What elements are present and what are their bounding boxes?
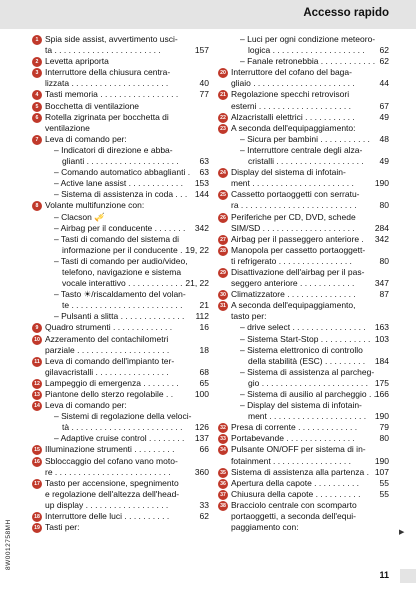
index-entry [219,322,389,333]
index-entry [219,489,389,500]
item-number-badge: 8 [32,201,42,211]
index-entry [219,378,389,389]
index-entry [33,456,209,467]
index-entry [33,112,209,123]
index-column-right [219,34,389,533]
index-entry [219,400,389,411]
entry-text: Alzacristalli elettrici . . . . . . . . . . . [231,111,355,122]
item-number-badge: 21 [218,90,228,100]
page-reference: 80 [379,255,389,266]
index-entry [33,278,209,289]
entry-text: Bracciolo centrale con scomparto [231,499,357,510]
page-reference: 18 [199,344,209,355]
entry-text: Bocchetta di ventilazione [45,100,140,111]
entry-text: logica . . . . . . . . . . . . . . . . . . . . [248,45,365,56]
index-entry [219,212,389,223]
item-number-badge: 25 [218,190,228,200]
entry-text: telefono, navigazione e sistema [62,266,182,277]
index-entry [33,411,209,422]
page-reference: 107 [374,466,389,477]
entry-text: Quadro strumenti . . . . . . . . . . . . . [45,322,173,333]
item-number-badge: 32 [218,423,228,433]
index-entry [33,389,209,400]
item-number-badge: 11 [32,357,42,367]
document-code: 8W0012758MH [5,519,12,570]
entry-text: cristalli . . . . . . . . . . . . . . . . . . . [248,156,364,167]
index-entry [33,167,209,178]
page-reference: 190 [374,178,389,189]
item-number-badge: 36 [218,479,228,489]
page-reference: 62 [379,45,389,56]
entry-text: Tasto per accensione, spegnimento [45,477,179,488]
page-reference: 48 [379,133,389,144]
entry-text: Spia side assist, avvertimento usci- [45,34,178,44]
page-reference: 103 [374,333,389,344]
item-number-badge: 20 [218,68,228,78]
footer-tab [400,569,416,583]
entry-text: Interruttore delle luci . . . . . . . . . . [45,511,170,522]
index-entry [219,356,389,367]
index-entry [33,511,209,522]
entry-text: portaoggetti, a seconda dell'equi- [231,511,356,522]
index-entry [33,322,209,333]
item-number-badge: 24 [218,168,228,178]
page-reference: 21, 22 [185,278,209,289]
entry-text: Piantone dello sterzo regolabile . . [45,389,174,399]
item-number-badge: 14 [32,401,42,411]
index-entry [219,411,389,422]
entry-text: – Airbag per il conducente . . . . . . . [54,222,186,233]
entry-text: Chiusura della capote . . . . . . . . . . [231,488,361,499]
entry-text: Climatizzatore . . . . . . . . . . . . . . . [231,289,356,300]
entry-text: Tasti per: [45,522,80,533]
entry-text: Periferiche per CD, DVD, schede [231,211,356,222]
index-entry [33,212,209,223]
page-reference: 55 [379,488,389,499]
index-entry [219,433,389,444]
page-reference: 77 [199,89,209,100]
entry-text: Portabevande . . . . . . . . . . . . . . . [231,433,355,444]
index-entry [33,522,209,533]
index-entry [33,101,209,112]
entry-text: Interruttore della chiusura centra- [45,67,171,78]
index-entry [219,167,389,178]
entry-text: – Tasto ☀/riscaldamento del volan- [54,289,186,300]
index-entry [33,467,209,478]
item-number-badge: 30 [218,290,228,300]
item-number-badge: 29 [218,268,228,278]
item-number-badge: 16 [32,457,42,467]
index-entry [33,223,209,234]
page-reference: 284 [374,222,389,233]
index-entry [33,134,209,145]
index-entry [219,156,389,167]
entry-text: – Active lane assist . . . . . . . . . . . . [54,178,183,189]
page-reference: 79 [379,422,389,433]
page-reference: 126 [194,422,209,433]
index-entry [219,78,389,89]
index-entry [219,444,389,455]
index-entry [219,189,389,200]
page-reference: 55 [379,477,389,488]
entry-text: te . . . . . . . . . . . . . . . . . . . . . . . . [62,300,183,311]
page-reference: 63 [199,167,209,178]
item-number-badge: 37 [218,490,228,500]
entry-text: Illuminazione strumenti . . . . . . . . . [45,444,175,455]
entry-text: Pulsante ON/OFF per sistema di in- [231,444,366,455]
entry-text: Leva di comando dell'impianto ter- [45,355,175,366]
entry-text: – Display del sistema di infotain- [240,400,362,411]
entry-text: re . . . . . . . . . . . . . . . . . . . . . . . . . [45,466,171,477]
item-number-badge: 7 [32,135,42,145]
entry-text: Sbloccaggio del cofano vano moto- [45,455,178,466]
page-reference: 342 [374,233,389,244]
index-entry [33,378,209,389]
entry-text: – Sistema elettronico di controllo [240,344,363,355]
entry-text: ment . . . . . . . . . . . . . . . . . . . . . [248,411,367,422]
entry-text: gio . . . . . . . . . . . . . . . . . . . . . . . [248,377,368,388]
entry-text: e regolazione dell'altezza dell'head- [45,488,180,499]
entry-text: Manopola per cassetto portaoggett- [231,244,366,255]
page-reference: 80 [379,433,389,444]
page-number: 11 [379,570,389,580]
page-reference: 112 [195,311,209,322]
index-entry [219,522,389,533]
item-number-badge: 28 [218,246,228,256]
item-number-badge: 38 [218,501,228,511]
item-number-badge: 22 [218,113,228,123]
entry-text: ment . . . . . . . . . . . . . . . . . . . . . . [231,178,354,189]
entry-text: – Clacson 🎺 [54,211,105,222]
entry-text: – Fanale retronebbia . . . . . . . . . . . . [240,56,376,67]
entry-text: – Adaptive cruise control . . . . . . . . [54,433,185,444]
index-entry [33,78,209,89]
entry-text: – Luci per ogni condizione meteoro- [240,34,376,44]
page-reference: 19, 22 [185,244,209,255]
entry-text: – Sistemi di regolazione della veloci- [54,411,192,422]
index-entry [33,200,209,211]
entry-text: ta . . . . . . . . . . . . . . . . . . . . . . . [45,45,161,56]
item-number-badge: 26 [218,213,228,223]
continue-arrow-icon: ▶ [399,529,405,536]
entry-text: ra . . . . . . . . . . . . . . . . . . . . . . . . . [231,200,357,211]
index-entry [33,489,209,500]
entry-text: Regolazione specchi retrovisori [231,89,350,100]
page-reference: 40 [199,78,209,89]
entry-text: up display . . . . . . . . . . . . . . . . . . [45,499,169,510]
index-entry [219,145,389,156]
page-reference: 87 [379,289,389,300]
index-entry [219,267,389,278]
index-entry [219,422,389,433]
index-entry [33,400,209,411]
index-entry [33,267,209,278]
entry-text: parziale . . . . . . . . . . . . . . . . . . . . [45,344,170,355]
page-reference: 184 [374,355,389,366]
entry-text: Cassetto portaoggetti con serratu- [231,189,360,200]
index-entry [33,422,209,433]
entry-text: Levetta apriporta [45,56,109,67]
entry-text: tasto per: [231,311,267,322]
page-reference: 67 [379,100,389,111]
index-entry [33,45,209,56]
index-entry [219,112,389,123]
entry-text: fotainment . . . . . . . . . . . . . . . . . [231,455,351,466]
entry-text: Volante multifunzione con: [45,200,145,211]
entry-text: – Comando automatico abbaglianti . [54,167,191,178]
entry-text: – Sistema di ausilio al parcheggio . . [240,389,377,399]
entry-text: Tasti memoria . . . . . . . . . . . . . . . . . [45,89,179,100]
index-entry [219,467,389,478]
index-entry [219,223,389,234]
index-entry [219,511,389,522]
index-entry [219,311,389,322]
entry-text: esterni . . . . . . . . . . . . . . . . . . . . [231,100,351,111]
entry-text: Rotella zigrinata per bocchetta di [45,111,169,122]
page-reference: 16 [199,322,209,333]
entry-text: Display del sistema di infotain- [231,167,346,178]
entry-text: seggero anteriore . . . . . . . . . . . . [231,278,355,289]
entry-text: Interruttore del cofano del baga- [231,67,352,78]
page-reference: 190 [374,411,389,422]
index-entry [33,444,209,455]
page-reference: 62 [379,56,389,67]
page-reference: 347 [374,278,389,289]
item-number-badge: 18 [32,512,42,522]
index-entry [33,245,209,256]
entry-text: tà . . . . . . . . . . . . . . . . . . . . . . . . [62,422,183,433]
entry-text: informazione per il conducente . . [62,244,188,255]
entry-text: – Interruttore centrale degli alza- [240,144,363,155]
page-reference: 80 [379,200,389,211]
index-entry [219,478,389,489]
index-entry [219,278,389,289]
page-reference: 21 [199,300,209,311]
index-entry [219,456,389,467]
page-reference: 49 [379,111,389,122]
page-reference: 342 [194,222,209,233]
index-entry [33,178,209,189]
item-number-badge: 5 [32,102,42,112]
index-entry [33,234,209,245]
index-entry [219,123,389,134]
index-entry [33,334,209,345]
index-entry [33,123,209,134]
item-number-badge: 9 [32,323,42,333]
entry-text: Leva di comando per: [45,133,127,144]
entry-text: – Tasti di comando del sistema di [54,233,180,244]
section-title: Accesso rapido [303,7,389,19]
index-entry [219,345,389,356]
item-number-badge: 27 [218,235,228,245]
index-entry [219,56,389,67]
index-entry [219,45,389,56]
entry-text: SIM/SD . . . . . . . . . . . . . . . . . . . . [231,222,355,233]
item-number-badge: 4 [32,90,42,100]
page-reference: 166 [374,389,389,399]
page-reference: 65 [199,377,209,388]
item-number-badge: 2 [32,57,42,67]
entry-text: Airbag per il passeggero anteriore . [231,233,364,244]
item-number-badge: 17 [32,479,42,489]
item-number-badge: 12 [32,379,42,389]
item-number-badge: 23 [218,124,228,134]
index-entry [33,500,209,511]
entry-text: Sistema di assistenza alla partenza . [231,466,369,477]
entry-text: – Sistema Start-Stop . . . . . . . . . . . [240,333,371,344]
page-reference: 66 [199,444,209,455]
index-entry [219,178,389,189]
item-number-badge: 31 [218,301,228,311]
page-reference: 63 [199,156,209,167]
entry-text: della stabilità (ESC) . . . . . . . . . [248,355,366,366]
index-entry [219,67,389,78]
entry-text: gliaio . . . . . . . . . . . . . . . . . . . . . . [231,78,355,89]
item-number-badge: 15 [32,445,42,455]
page-reference: 360 [194,466,209,477]
index-entry [33,300,209,311]
page-reference: 157 [194,45,209,56]
item-number-badge: 10 [32,335,42,345]
index-entry [33,433,209,444]
index-column-left [33,34,209,533]
entry-text: ventilazione [45,122,90,133]
index-entry [33,478,209,489]
index-entry [33,145,209,156]
item-number-badge: 3 [32,68,42,78]
page-reference: 144 [194,189,209,200]
item-number-badge: 13 [32,390,42,400]
page-reference: 175 [374,377,389,388]
index-entry [33,345,209,356]
entry-text: Azzeramento del contachilometri [45,333,169,344]
page-reference: 163 [374,322,389,333]
entry-text: Presa di corrente . . . . . . . . . . . . . [231,422,358,433]
index-entry [33,289,209,300]
index-entry [33,89,209,100]
entry-text: ti refrigerato . . . . . . . . . . . . . . . . [231,255,352,266]
entry-text: Disattivazione dell'airbag per il pas- [231,266,365,277]
item-number-badge: 35 [218,468,228,478]
item-number-badge: 33 [218,434,228,444]
item-number-badge: 6 [32,113,42,123]
entry-text: – Sistema di assistenza in coda . . . [54,189,188,200]
index-entry [33,256,209,267]
page-reference: 190 [374,455,389,466]
entry-text: – drive select . . . . . . . . . . . . . . . . [240,322,366,333]
index-entry [33,56,209,67]
index-entry [219,245,389,256]
entry-text: gilavacristalli . . . . . . . . . . . . . . . . [45,366,169,377]
page-reference: 100 [194,389,209,399]
page-reference: 49 [379,156,389,167]
page-reference: 153 [194,178,209,189]
index-entry [33,189,209,200]
item-number-badge: 19 [32,523,42,533]
index-entry [33,156,209,167]
page-reference: 68 [199,366,209,377]
index-entry [219,234,389,245]
entry-text: vocale interattivo . . . . . . . . . . . . [62,278,183,289]
entry-text: Leva di comando per: [45,400,127,411]
entry-text: Lampeggio di emergenza . . . . . . . . [45,377,179,388]
index-entry [219,200,389,211]
index-entry [219,34,389,45]
index-entry [219,300,389,311]
page-reference: 137 [194,433,209,444]
index-entry [33,34,209,45]
entry-text: glianti . . . . . . . . . . . . . . . . . . . . [62,156,179,167]
index-entry [219,289,389,300]
page-reference: 62 [199,511,209,522]
index-entry [219,256,389,267]
index-entry [33,356,209,367]
entry-text: A seconda dell'equipaggiamento: [231,122,356,133]
item-number-badge: 34 [218,445,228,455]
page-reference: 44 [379,78,389,89]
entry-text: paggiamento con: [231,522,299,533]
index-entry [219,134,389,145]
entry-text: A seconda dell'equipaggiamento, [231,300,356,311]
index-entry [219,101,389,112]
page-header [0,0,416,29]
index-entry [219,500,389,511]
index-entry [219,389,389,400]
entry-text: – Tasti di comando per audio/video, [54,255,188,266]
entry-text: – Indicatori di direzione e abba- [54,144,173,155]
page-reference: 33 [199,499,209,510]
index-entry [33,367,209,378]
item-number-badge: 1 [32,35,42,45]
entry-text: – Pulsanti a slitta . . . . . . . . . . . . . . [54,311,185,322]
index-entry [33,311,209,322]
index-entry [219,367,389,378]
index-entry [219,334,389,345]
entry-text: Apertura della capote . . . . . . . . . . [231,477,360,488]
index-entry [219,89,389,100]
entry-text: lizzata . . . . . . . . . . . . . . . . . . . . . [45,78,169,89]
index-entry [33,67,209,78]
entry-text: – Sistema di assistenza al parcheg- [240,366,375,377]
entry-text: – Sicura per bambini . . . . . . . . . . . [240,133,370,144]
